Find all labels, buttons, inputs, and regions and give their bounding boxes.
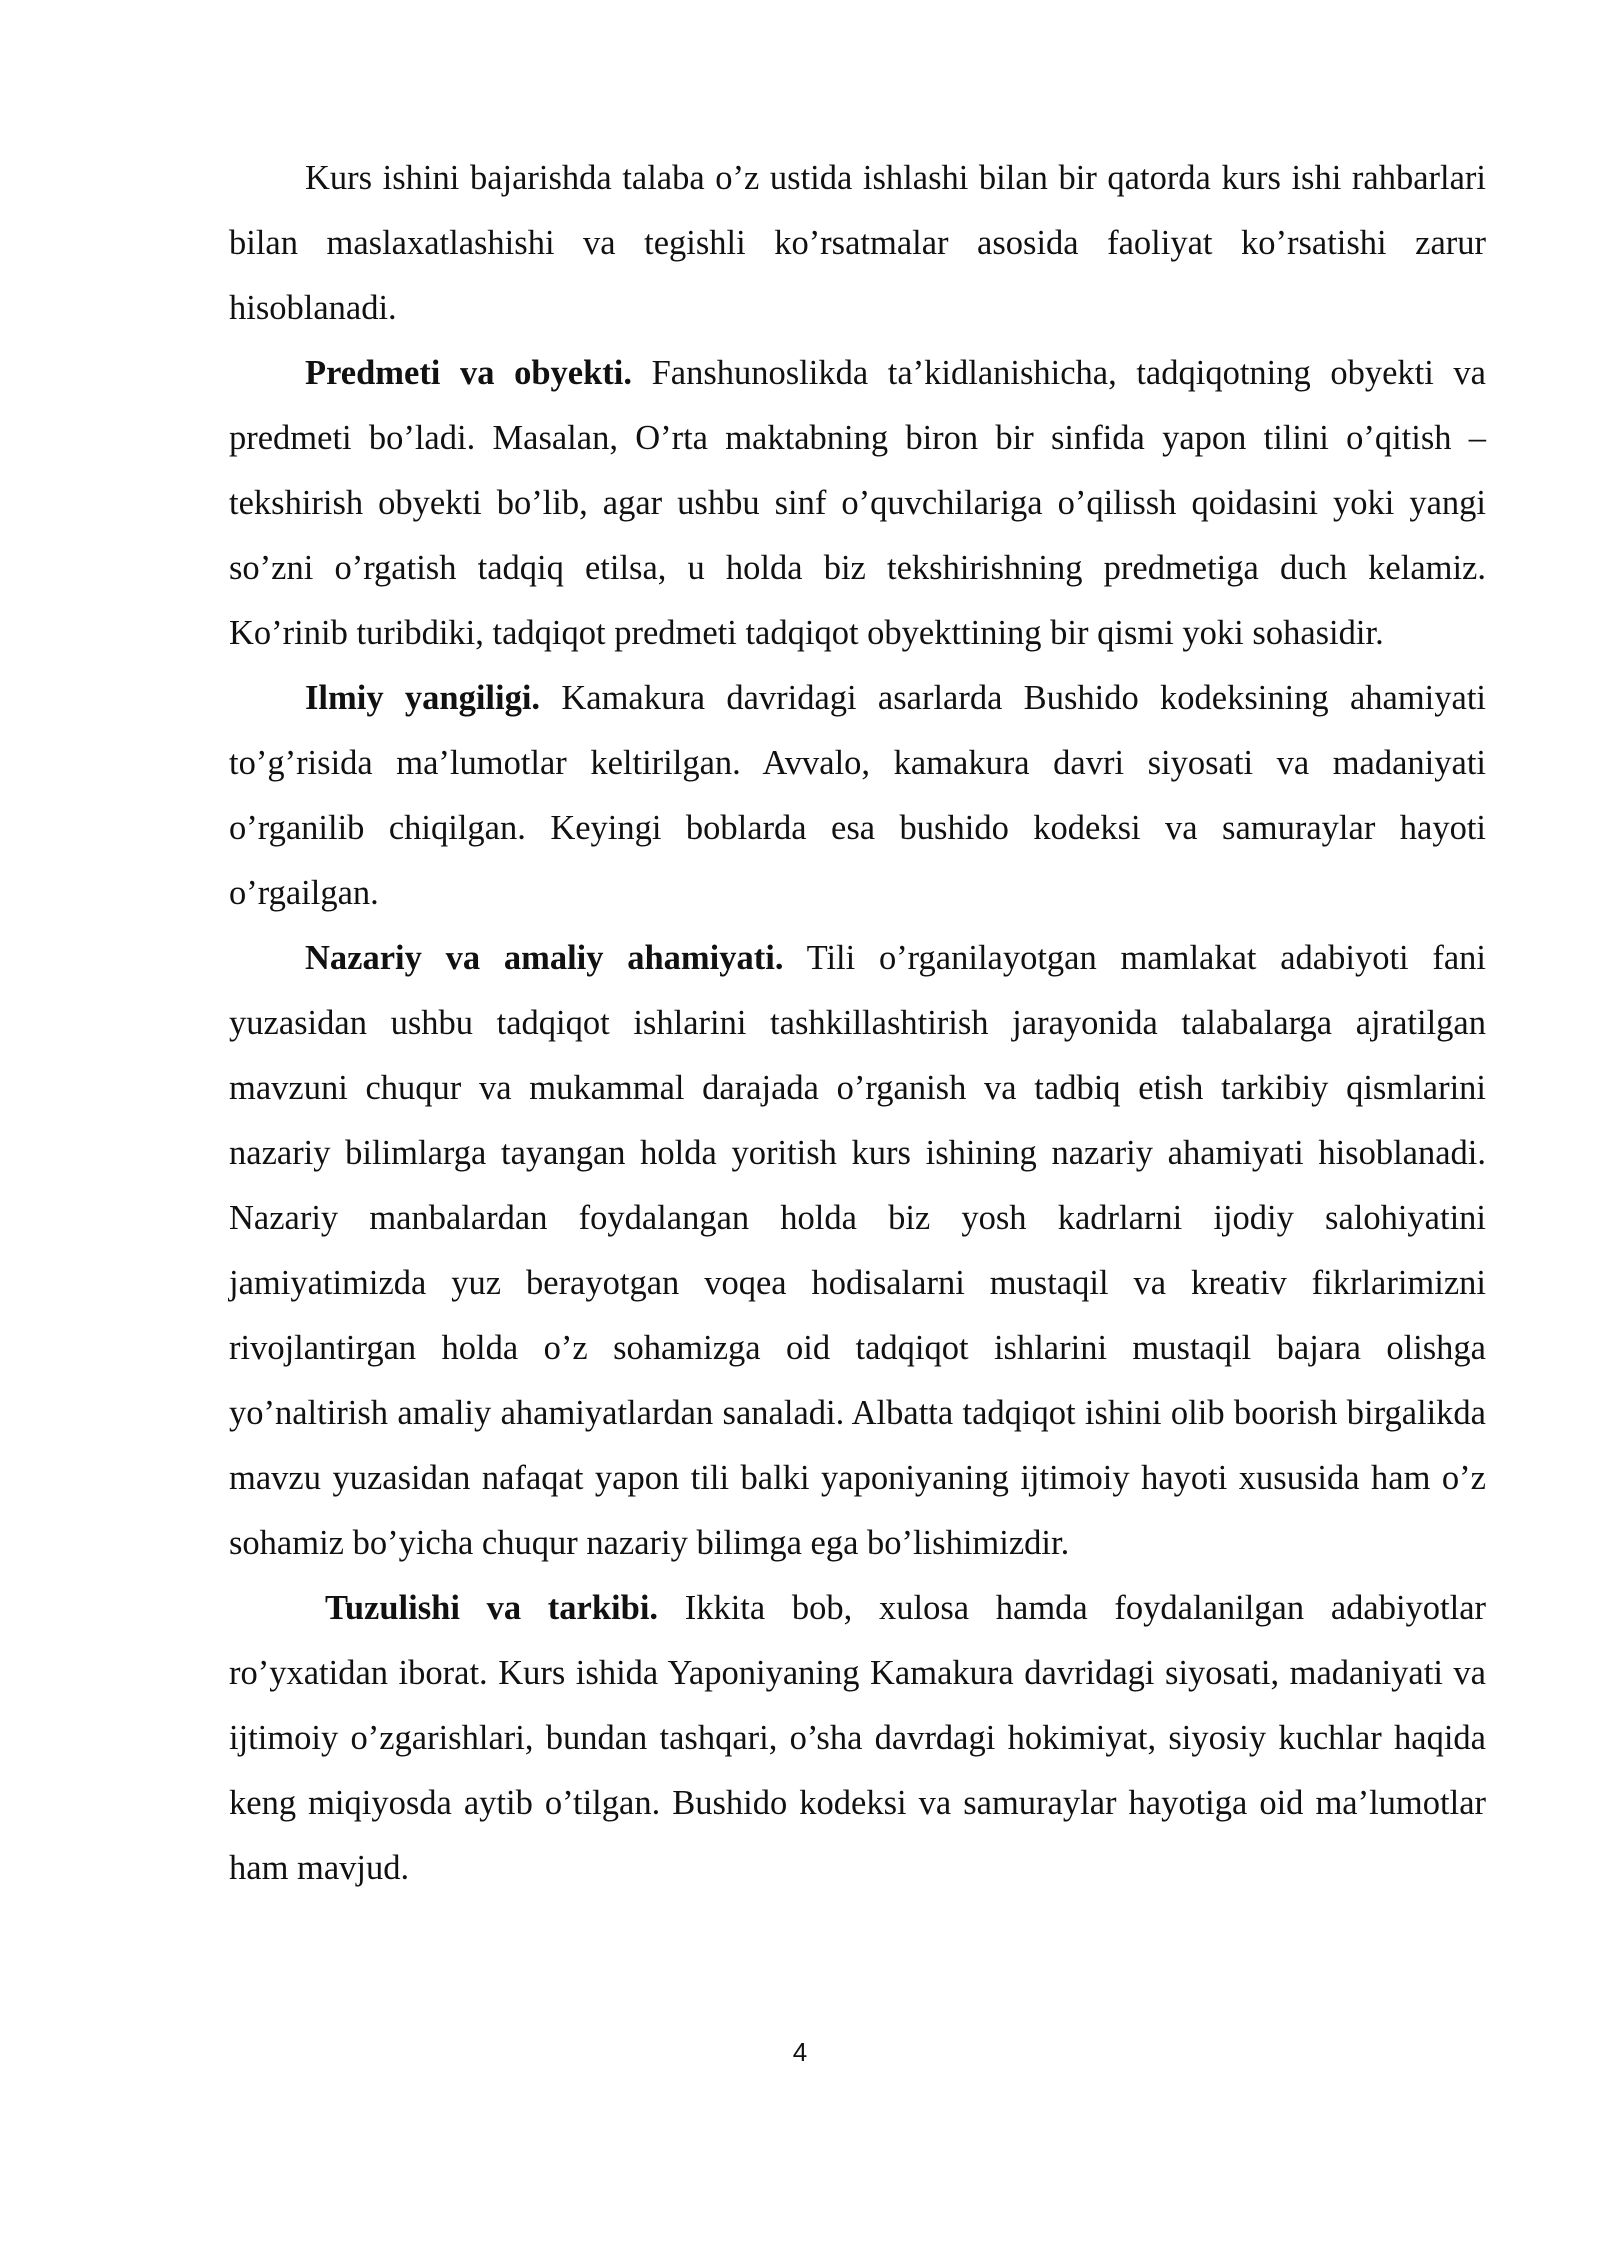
paragraph-structure xyxy=(229,1576,1486,1901)
paragraph-text: Kurs ishini bajarishda talaba o’z ustida ishlashi bilan bir qatorda kurs ishi rahbarlari bilan maslaxatlashishi va tegishli ko’rsatmalar asosida faoliyat ko’rsatishi zarur hisoblanadi. xyxy=(229,159,1486,327)
paragraph-scientific-novelty xyxy=(229,666,1486,926)
paragraph-text: Ikkita bob, xulosa hamda foydalanilgan adabiyotlar ro’yxatidan iborat. Kurs ishida Yaponiyaning Kamakura davridagi siyosati, madaniyati va ijtimoiy o’zgarishlari, bundan tashqari, o’sha davrdagi hokimiyat, siyosiy kuchlar haqida keng miqiyosda aytib o’tilgan. Bushido kodeksi va samuraylar hayotiga oid ma’lumotlar ham mavjud. xyxy=(229,1589,1486,1887)
section-heading-structure: Tuzulishi va tarkibi. xyxy=(325,1589,659,1627)
section-heading-scientific-novelty: Ilmiy yangiligi. xyxy=(305,679,541,717)
paragraph-text: Tili o’rganilayotgan mamlakat adabiyoti fani yuzasidan ushbu tadqiqot ishlarini tashkillashtirish jarayonida talabalarga ajratilgan mavzuni chuqur va mukammal darajada o’rganish va tadbiq etish tarkibiy qismlarini nazariy bilimlarga tayangan holda yoritish kurs ishining nazariy ahamiyati hisoblanadi. Nazariy manbalardan foydalangan holda biz yosh kadrlarni ijodiy salohiyatini jamiyatimizda yuz berayotgan voqea hodisalarni mustaqil va kreativ fikrlarimizni rivojlantirgan holda o’z sohamizga oid tadqiqot ishlarini mustaqil bajara olishga yo’naltirish amaliy ahamiyatlardan sanaladi. Albatta tadqiqot ishini olib boorish birgalikda mavzu yuzasidan nafaqat yapon tili balki yaponiyaning ijtimoiy hayoti xususida ham o’z sohamiz bo’yicha chuqur nazariy bilimga ega bo’lishimizdir. xyxy=(229,939,1486,1562)
paragraph-theoretical-practical xyxy=(229,926,1486,1576)
section-heading-theoretical-practical: Nazariy va amaliy ahamiyati. xyxy=(305,939,784,977)
document-body xyxy=(229,146,1486,1901)
section-heading-subject-object: Predmeti va obyekti. xyxy=(305,354,632,392)
paragraph-subject-object xyxy=(229,341,1486,666)
paragraph-text: Fanshunoslikda ta’kidlanishicha, tadqiqotning obyekti va predmeti bo’ladi. Masalan, O’rta maktabning biron bir sinfida yapon tilini o’qitish – tekshirish obyekti bo’lib, agar ushbu sinf o’quvchilariga o’qilissh qoidasini yoki yangi so’zni o’rgatish tadqiq etilsa, u holda biz tekshirishning predmetiga duch kelamiz. Ko’rinib turibdiki, tadqiqot predmeti tadqiqot obyekttining bir qismi yoki sohasidir. xyxy=(229,354,1486,652)
paragraph-text: Kamakura davridagi asarlarda Bushido kodeksining ahamiyati to’g’risida ma’lumotlar keltirilgan. Avvalo, kamakura davri siyosati va madaniyati o’rganilib chiqilgan. Keyingi boblarda esa bushido kodeksi va samuraylar hayoti o’rgailgan. xyxy=(229,679,1486,912)
paragraph-intro xyxy=(229,146,1486,341)
page-number: 4 xyxy=(792,2037,808,2067)
